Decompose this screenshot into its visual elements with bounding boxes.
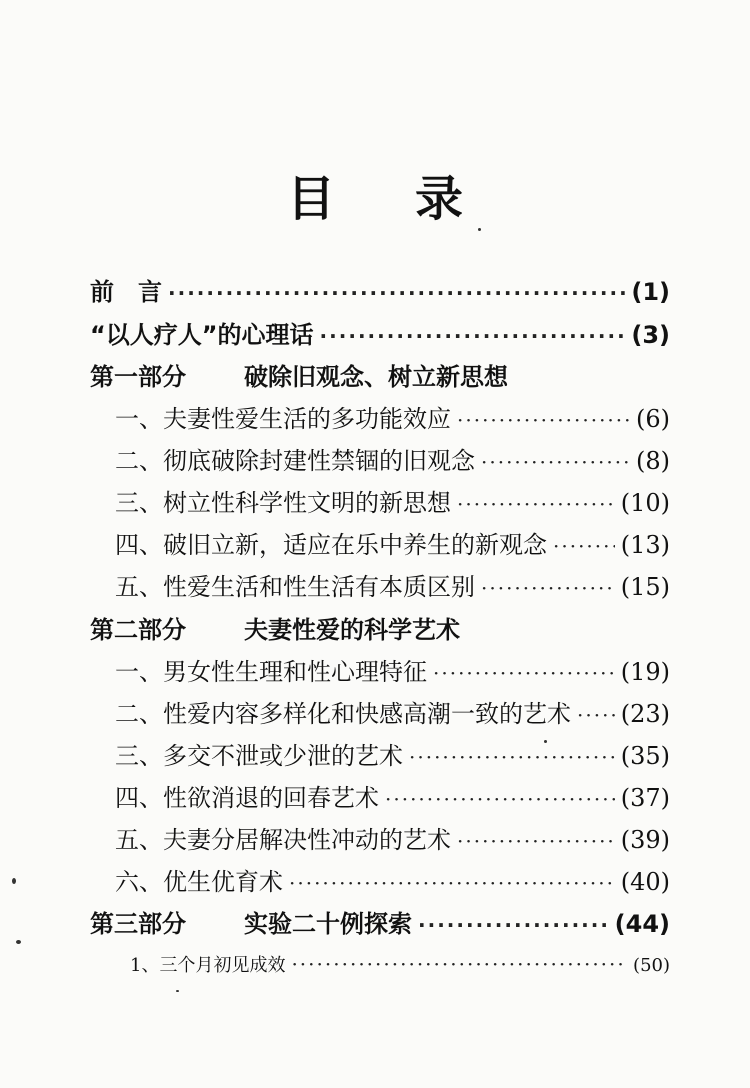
toc-part-heading-2[interactable] — [90, 610, 670, 650]
dot-leader — [553, 526, 615, 566]
toc-page-number: (39) — [620, 826, 670, 854]
toc-page-number: (50) — [633, 955, 670, 976]
dot-leader — [418, 905, 609, 945]
toc-entry-label: 五、性爱生活和性生活有本质区别 — [115, 573, 475, 601]
toc-page-number: (15) — [620, 573, 670, 601]
dot-leader — [433, 653, 615, 693]
toc-entry-label: 三、多交不泄或少泄的艺术 — [115, 742, 403, 770]
toc-page-number: (8) — [636, 447, 670, 475]
dot-leader — [481, 442, 630, 482]
toc-entry-label: 1、三个月初见成效 — [130, 955, 286, 976]
dot-leader — [457, 400, 630, 440]
toc-page-number: (3) — [631, 321, 670, 349]
dot-leader — [289, 863, 615, 903]
part-label: 第三部分 — [90, 910, 186, 938]
toc-entry-label: 一、夫妻性爱生活的多功能效应 — [115, 405, 451, 433]
toc-part-heading-1[interactable] — [90, 357, 670, 397]
toc-entry[interactable] — [115, 399, 670, 439]
toc-entry-label: 四、性欲消退的回春艺术 — [115, 784, 379, 812]
toc-entry[interactable] — [115, 483, 670, 523]
toc-entry-label: 前 言 — [90, 278, 162, 306]
page-title — [0, 160, 750, 229]
toc-page-number: (44) — [614, 910, 670, 938]
toc-entry-label: 六、优生优育术 — [115, 868, 283, 896]
toc-entry[interactable] — [115, 525, 670, 565]
title-char-1: 目 — [286, 171, 335, 227]
toc-entry[interactable] — [115, 820, 670, 860]
dot-leader — [577, 695, 615, 735]
scan-speck — [176, 990, 179, 992]
toc-page-number: (35) — [620, 742, 670, 770]
scan-speck — [478, 228, 481, 231]
toc-entry[interactable] — [115, 736, 670, 776]
toc-entry-label: 二、彻底破除封建性禁锢的旧观念 — [115, 447, 475, 475]
toc-entry[interactable] — [115, 862, 670, 902]
dot-leader — [409, 737, 615, 777]
toc-page-number: (10) — [620, 489, 670, 517]
title-char-2: 录 — [415, 171, 464, 227]
toc-entry-label: “以人疗人”的心理话 — [90, 321, 314, 349]
dot-leader — [385, 779, 615, 819]
toc-entry-label: 四、破旧立新，适应在乐中养生的新观念 — [115, 531, 547, 559]
dot-leader — [168, 273, 625, 313]
scan-speck — [16, 940, 21, 944]
dot-leader — [457, 484, 615, 524]
scan-speck — [12, 878, 16, 884]
toc-page-number: (6) — [636, 405, 670, 433]
dot-leader — [291, 944, 627, 984]
toc-entry-intro[interactable] — [90, 315, 670, 355]
part-title: 夫妻性爱的科学艺术 — [244, 616, 460, 644]
toc-page-number: (23) — [620, 700, 670, 728]
toc-entry[interactable] — [115, 652, 670, 692]
part-title: 破除旧观念、树立新思想 — [244, 363, 508, 391]
toc-page-number: (13) — [620, 531, 670, 559]
toc-page-number: (40) — [620, 868, 670, 896]
part-label: 第二部分 — [90, 616, 186, 644]
toc-page-number: (19) — [620, 658, 670, 686]
part-title: 实验二十例探索 — [244, 910, 412, 938]
toc-entry-label: 二、性爱内容多样化和快感高潮一致的艺术 — [115, 700, 571, 728]
part-label: 第一部分 — [90, 363, 186, 391]
toc-entry[interactable] — [115, 441, 670, 481]
toc-entry-label: 一、男女性生理和性心理特征 — [115, 658, 427, 686]
scan-speck — [544, 740, 547, 743]
toc-page-number: (1) — [631, 278, 670, 306]
dot-leader — [457, 821, 615, 861]
toc-entry[interactable] — [115, 778, 670, 818]
dot-leader — [320, 316, 626, 356]
toc-entry[interactable] — [115, 567, 670, 607]
toc-page-number: (37) — [620, 784, 670, 812]
dot-leader — [481, 568, 615, 608]
toc-entry[interactable] — [115, 694, 670, 734]
toc-entry-preface[interactable] — [90, 272, 670, 312]
toc-entry-label: 五、夫妻分居解决性冲动的艺术 — [115, 826, 451, 854]
toc-entry[interactable] — [130, 944, 670, 984]
toc-entry-label: 三、树立性科学性文明的新思想 — [115, 489, 451, 517]
toc-part-heading-3[interactable] — [90, 904, 670, 944]
